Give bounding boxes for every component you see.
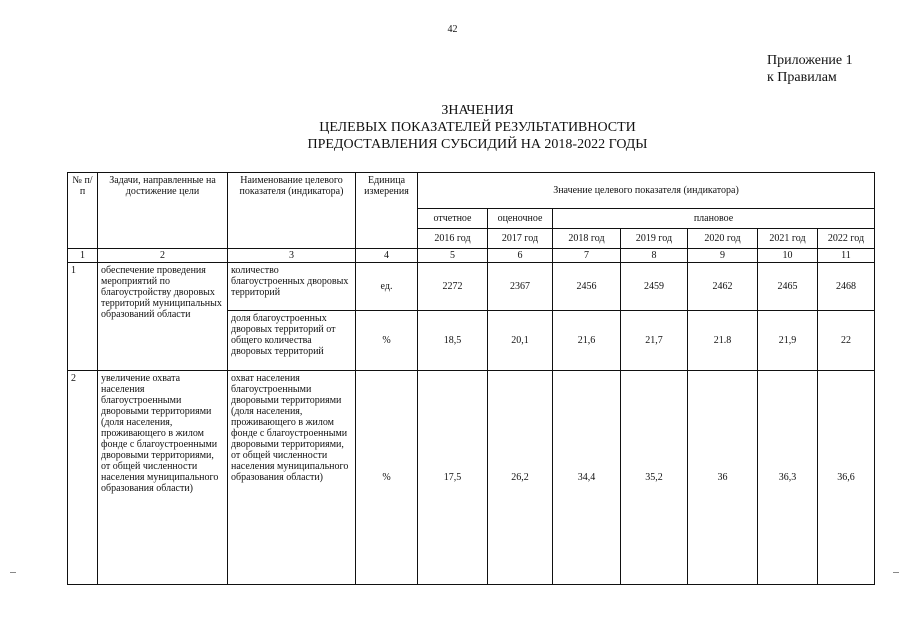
value-cell: 2465 — [758, 263, 818, 311]
value-cell: 2462 — [688, 263, 758, 311]
column-number: 5 — [418, 249, 488, 263]
title-line-1: ЗНАЧЕНИЯ — [441, 103, 514, 118]
table-row — [68, 371, 875, 585]
indicator-unit: % — [356, 311, 418, 371]
header-year: 2021 год — [758, 229, 818, 249]
row-num: 1 — [68, 263, 98, 371]
value-cell: 36,3 — [758, 371, 818, 585]
value-cell: 2456 — [553, 263, 621, 311]
value-cell: 21,9 — [758, 311, 818, 371]
page-number: 42 — [447, 24, 458, 35]
header-planned: плановое — [553, 209, 875, 229]
value-cell: 2459 — [621, 263, 688, 311]
header-indicator: Наименование целевого показателя (индикатора) — [228, 173, 356, 249]
header-year: 2020 год — [688, 229, 758, 249]
header-year: 2018 год — [553, 229, 621, 249]
header-value: Значение целевого показателя (индикатора) — [418, 173, 875, 209]
column-number: 6 — [488, 249, 553, 263]
indicator-unit: % — [356, 371, 418, 585]
header-num: № п/п — [68, 173, 98, 249]
appendix-label — [767, 52, 853, 86]
title-line-3: ПРЕДОСТАВЛЕНИЯ СУБСИДИЙ НА 2018-2022 ГОДЫ — [307, 137, 648, 152]
value-cell: 35,2 — [621, 371, 688, 585]
appendix-line-2: к Правилам — [767, 70, 837, 85]
header-reported: отчетное — [418, 209, 488, 229]
header-year: 2016 год — [418, 229, 488, 249]
value-cell: 2272 — [418, 263, 488, 311]
indicator-name: охват населения благоустроенными дворовыми территориями (доля населения, проживающего в жилом фонде с благоустроенными дворовыми территориями, от общей численности населения муниципального образования области) — [228, 371, 356, 585]
value-cell: 2468 — [818, 263, 875, 311]
header-estimated: оценочное — [488, 209, 553, 229]
value-cell: 36 — [688, 371, 758, 585]
value-cell: 18,5 — [418, 311, 488, 371]
column-number: 3 — [228, 249, 356, 263]
value-cell: 22 — [818, 311, 875, 371]
value-cell: 36,6 — [818, 371, 875, 585]
column-number: 8 — [621, 249, 688, 263]
column-number: 10 — [758, 249, 818, 263]
column-number: 1 — [68, 249, 98, 263]
value-cell: 21,7 — [621, 311, 688, 371]
scan-artifact-right — [893, 572, 899, 573]
value-cell: 26,2 — [488, 371, 553, 585]
value-cell: 21,6 — [553, 311, 621, 371]
row-task: обеспечение проведения мероприятий по благоустройству дворовых территорий муниципальных образований области — [98, 263, 228, 371]
value-cell: 21.8 — [688, 311, 758, 371]
column-number: 2 — [98, 249, 228, 263]
value-cell: 34,4 — [553, 371, 621, 585]
header-year: 2017 год — [488, 229, 553, 249]
value-cell: 17,5 — [418, 371, 488, 585]
column-number: 9 — [688, 249, 758, 263]
indicator-name: доля благоустроенных дворовых территорий от общего количества дворовых территорий — [228, 311, 356, 371]
title-line-2: ЦЕЛЕВЫХ ПОКАЗАТЕЛЕЙ РЕЗУЛЬТАТИВНОСТИ — [319, 120, 636, 135]
column-number: 7 — [553, 249, 621, 263]
value-cell: 2367 — [488, 263, 553, 311]
document-title — [0, 102, 905, 153]
appendix-line-1: Приложение 1 — [767, 53, 853, 68]
row-task: увеличение охвата населения благоустроенными дворовыми территориями (доля населения, проживающего в жилом фонде с благоустроенными дворовыми территориями, от общей численности населения муниципального образования области) — [98, 371, 228, 585]
table-row — [68, 263, 875, 311]
column-number: 4 — [356, 249, 418, 263]
header-tasks: Задачи, направленные на достижение цели — [98, 173, 228, 249]
header-unit: Единица измерения — [356, 173, 418, 249]
header-year: 2022 год — [818, 229, 875, 249]
indicators-table — [67, 172, 875, 585]
column-number: 11 — [818, 249, 875, 263]
indicator-unit: ед. — [356, 263, 418, 311]
row-num: 2 — [68, 371, 98, 585]
header-year: 2019 год — [621, 229, 688, 249]
indicator-name: количество благоустроенных дворовых территорий — [228, 263, 356, 311]
scan-artifact-left — [10, 572, 16, 573]
value-cell: 20,1 — [488, 311, 553, 371]
